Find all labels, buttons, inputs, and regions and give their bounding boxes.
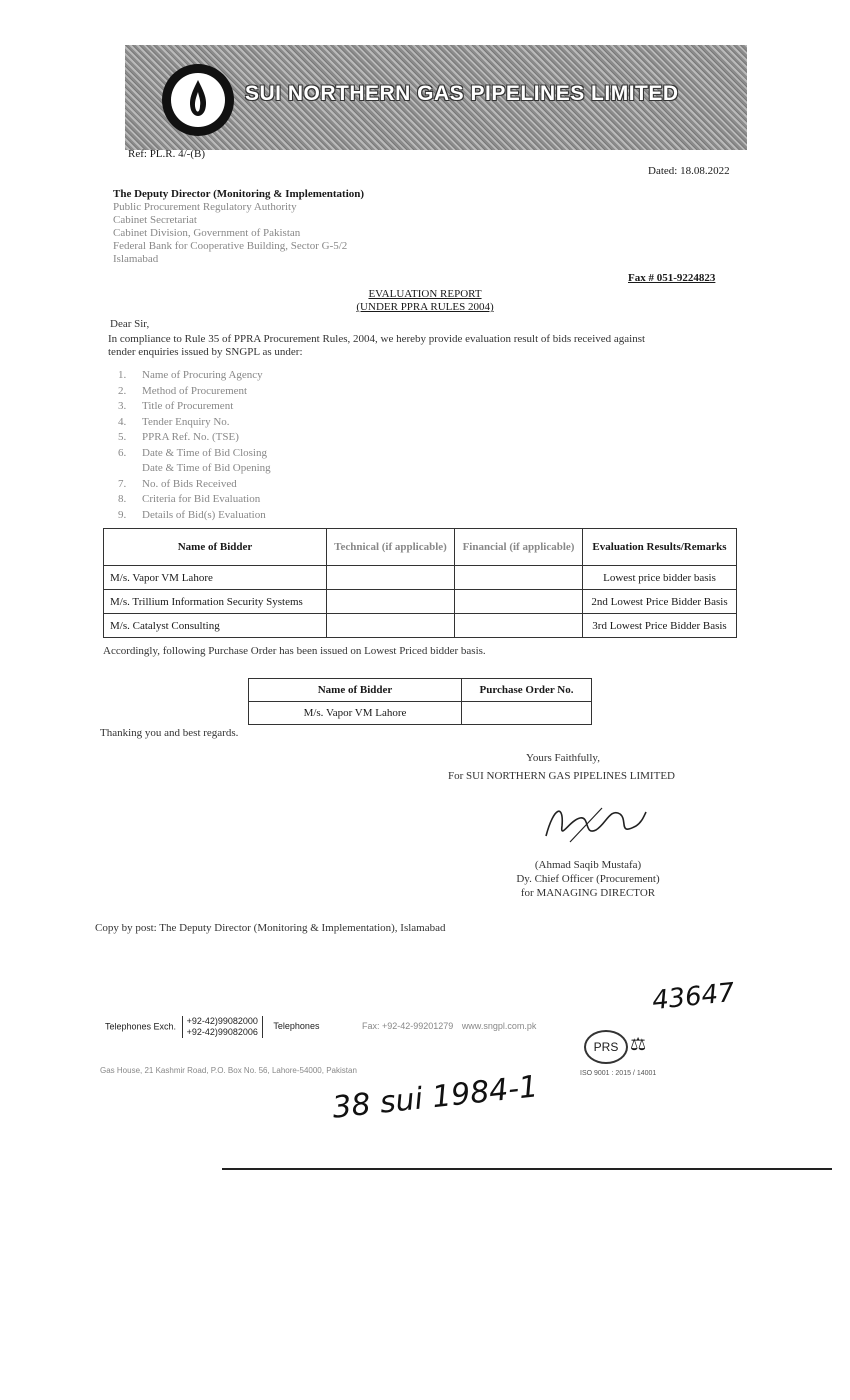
details-label: Tender Enquiry No.	[142, 415, 230, 428]
footer-fax: Fax: +92-42-99201279	[361, 1021, 454, 1032]
table-cell-bidder: M/s. Vapor VM Lahore	[104, 566, 327, 590]
table-cell-remarks: 2nd Lowest Price Bidder Basis	[583, 590, 737, 614]
table-cell-bidder: M/s. Catalyst Consulting	[104, 614, 327, 638]
subject-title: EVALUATION REPORT	[368, 288, 482, 300]
company-logo	[158, 60, 238, 140]
details-label: Criteria for Bid Evaluation	[142, 493, 261, 505]
column-header: Financial (if applicable)	[455, 529, 583, 566]
table-row	[104, 566, 737, 590]
details-item	[118, 368, 342, 384]
footer-contact	[105, 1016, 665, 1038]
addressee-line: The Deputy Director (Monitoring & Implementation)	[113, 188, 365, 200]
table-cell-po	[462, 702, 592, 725]
details-list	[118, 368, 342, 523]
company-name: SUI NORTHERN GAS PIPELINES LIMITED	[245, 82, 679, 105]
handwritten-diary-number: 38 sui 1984-1	[330, 1069, 540, 1126]
column-header: Technical (if applicable)	[327, 529, 455, 566]
handwritten-number: 43647	[650, 977, 737, 1017]
salutation: Dear Sir,	[110, 318, 150, 330]
details-item	[118, 446, 342, 462]
table-header-row	[104, 529, 737, 566]
signatory-title: for MANAGING DIRECTOR	[520, 887, 656, 899]
signatory-name: (Ahmad Saqib Mustafa)	[534, 859, 642, 871]
table-cell-remarks: 3rd Lowest Price Bidder Basis	[583, 614, 737, 638]
table-cell-bidder: M/s. Trillium Information Security Systems	[104, 590, 327, 614]
table-cell-tech	[327, 566, 455, 590]
details-item	[118, 415, 342, 431]
footer-tel: +92-42)99082000	[186, 1016, 258, 1026]
addressee-line: Federal Bank for Cooperative Building, Sector G-5/2	[113, 240, 348, 252]
signature	[540, 796, 650, 853]
letter-date: Dated: 18.08.2022	[648, 165, 730, 177]
reference-number: Ref: PL.R. 4/-(B)	[128, 148, 205, 160]
fax-number: Fax # 051-9224823	[628, 272, 716, 284]
details-item	[118, 430, 342, 446]
intro-line: In compliance to Rule 35 of PPRA Procurement Rules, 2004, we hereby provide evaluation result of bids received against	[108, 333, 646, 345]
details-number: 9.	[118, 508, 127, 521]
details-item	[118, 461, 342, 477]
subject-subtitle: (UNDER PPRA RULES 2004)	[356, 301, 494, 313]
table-cell-fin	[455, 566, 583, 590]
addressee-line: Public Procurement Regulatory Authority	[113, 201, 297, 213]
details-label: PPRA Ref. No. (TSE)	[142, 431, 239, 443]
addressee-block	[113, 188, 364, 266]
details-label: Date & Time of Bid Opening	[142, 462, 271, 474]
closing-yours: Yours Faithfully,	[526, 752, 600, 764]
details-item	[118, 477, 342, 493]
closing-company: For SUI NORTHERN GAS PIPELINES LIMITED	[448, 770, 675, 782]
evaluation-table	[103, 528, 737, 638]
table-row	[249, 702, 592, 725]
details-number: 5.	[118, 431, 127, 443]
signatory-block	[498, 858, 678, 900]
details-label: Date & Time of Bid Closing	[142, 446, 267, 459]
thanks-line: Thanking you and best regards.	[100, 727, 239, 739]
table-row	[104, 614, 737, 638]
details-number: 1.	[118, 369, 127, 381]
footer-web: www.sngpl.com.pk	[461, 1021, 537, 1032]
details-label: Name of Procuring Agency	[142, 369, 263, 381]
addressee-line: Cabinet Secretariat	[113, 214, 197, 226]
details-number: 7.	[118, 477, 127, 490]
footer-tel-label-2: Telephones	[273, 1021, 320, 1032]
details-number: 4.	[118, 415, 127, 428]
footer-tel-numbers	[182, 1016, 263, 1038]
accordingly-sentence: Accordingly, following Purchase Order has been issued on Lowest Priced bidder basis.	[103, 645, 486, 657]
footer-divider	[222, 1168, 832, 1170]
details-label: Details of Bid(s) Evaluation	[142, 508, 266, 521]
details-label: Method of Procurement	[142, 384, 248, 397]
details-number	[118, 461, 142, 477]
footer-tel: +92-42)99082006	[186, 1027, 258, 1037]
table-row	[104, 590, 737, 614]
column-header: Purchase Order No.	[462, 679, 592, 702]
accordingly-text	[103, 645, 823, 657]
table-cell-tech	[327, 590, 455, 614]
details-item	[118, 399, 342, 415]
quality-mark-icon: ⚖	[630, 1034, 647, 1054]
addressee-line: Islamabad	[113, 253, 159, 265]
details-number: 8.	[118, 493, 127, 505]
column-header: Evaluation Results/Remarks	[583, 529, 737, 566]
details-item	[118, 492, 342, 508]
details-number: 3.	[118, 400, 127, 412]
table-cell-remarks: Lowest price bidder basis	[583, 566, 737, 590]
footer-cert: ISO 9001 : 2015 / 14001	[580, 1070, 657, 1077]
cert-logo-icon: PRS	[584, 1030, 628, 1064]
table-cell-fin	[455, 614, 583, 638]
table-cell-bidder: M/s. Vapor VM Lahore	[249, 702, 462, 725]
copy-line: Copy by post: The Deputy Director (Monitoring & Implementation), Islamabad	[95, 922, 446, 934]
column-header: Name of Bidder	[104, 529, 327, 566]
footer-address: Gas House, 21 Kashmir Road, P.O. Box No. 56, Lahore-54000, Pakistan	[100, 1066, 357, 1075]
details-label: Title of Procurement	[142, 400, 234, 412]
purchase-order-table	[248, 678, 592, 725]
details-number: 6.	[118, 446, 127, 459]
table-cell-tech	[327, 614, 455, 638]
footer-tel-label: Telephones Exch.	[105, 1021, 177, 1032]
column-header: Name of Bidder	[249, 679, 462, 702]
intro-paragraph	[108, 333, 778, 359]
intro-line: tender enquiries issued by SNGPL as under:	[108, 346, 303, 358]
details-item	[118, 384, 342, 400]
details-label: No. of Bids Received	[142, 477, 237, 490]
details-item	[118, 508, 342, 524]
signatory-title: Dy. Chief Officer (Procurement)	[516, 873, 660, 885]
table-header-row	[249, 679, 592, 702]
details-number: 2.	[118, 384, 127, 397]
table-cell-fin	[455, 590, 583, 614]
addressee-line: Cabinet Division, Government of Pakistan	[113, 227, 301, 239]
